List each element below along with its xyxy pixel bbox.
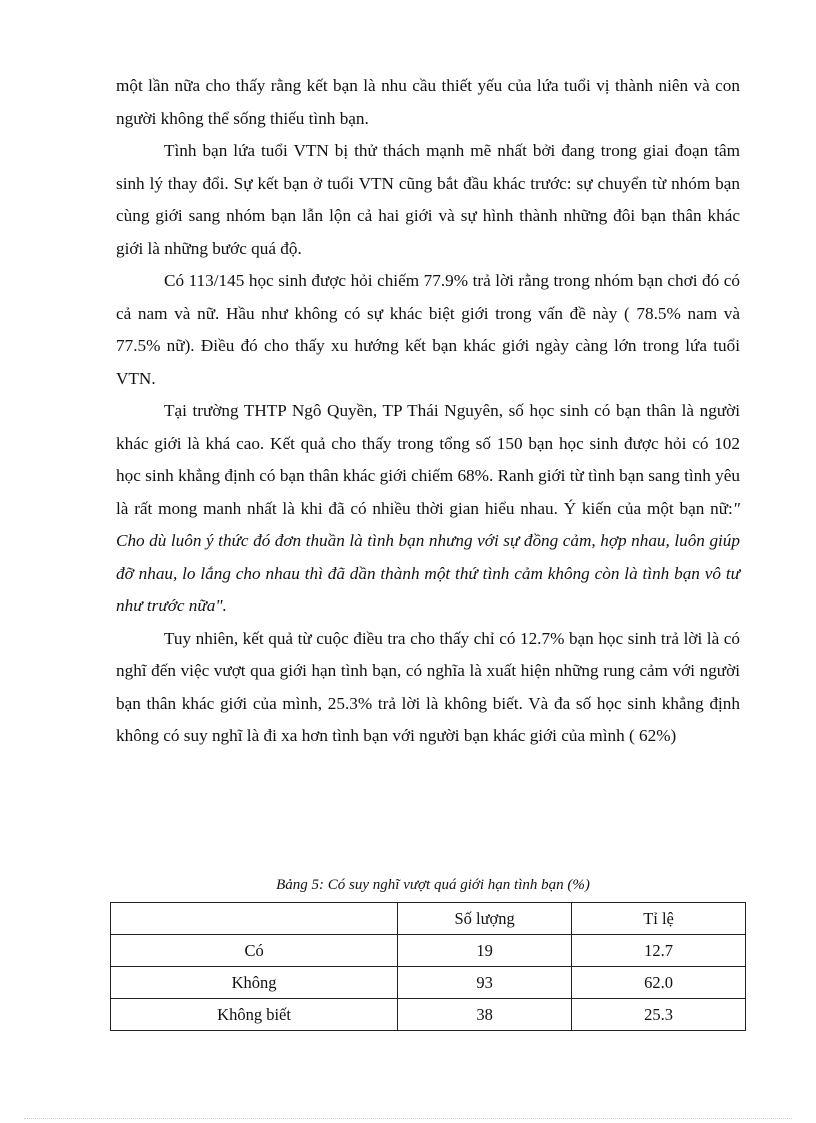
page-bottom-rule [24,1118,792,1119]
table-cell: Không [111,967,398,999]
paragraph-4 [116,395,740,623]
paragraph-3: Có 113/145 học sinh được hỏi chiếm 77.9% trả lời rằng trong nhóm bạn chơi đó có cả nam và nữ. Hầu như không có sự khác biệt giới trong vấn đề này ( 78.5% nam và 77.5% nữ). Điều đó cho thấy xu hướng kết bạn khác giới ngày càng lớn trong lứa tuổi VTN. [116,271,740,388]
paragraph-1: một lần nữa cho thấy rằng kết bạn là nhu cầu thiết yếu của lứa tuổi vị thành niên và con người không thể sống thiếu tình bạn. [116,76,740,128]
table-header-cell [111,903,398,935]
table-row [111,935,746,967]
paragraph-4-text: Tại trường THTP Ngô Quyền, TP Thái Nguyên, số học sinh có bạn thân là người khác giới là khá cao. Kết quả cho thấy trong tổng số 150 bạn học sinh được hỏi có 102 học sinh khẳng định có bạn thân khác giới chiếm 68%. Ranh giới từ tình bạn sang tình yêu là rất mong manh nhất là khi đã có nhiều thời gian hiểu nhau. Ý kiến của một bạn nữ: [116,401,740,518]
table-cell: 25.3 [572,999,746,1031]
paragraph-5: Tuy nhiên, kết quả từ cuộc điều tra cho thấy chỉ có 12.7% bạn học sinh trả lời là có nghĩ đến việc vượt qua giới hạn tình bạn, có nghĩa là xuất hiện những rung cảm với người bạn thân khác giới của mình, 25.3% trả lời là không biết. Và đa số học sinh khẳng định không có suy nghĩ là đi xa hơn tình bạn với người bạn khác giới của mình ( 62%) [116,628,740,745]
table-header-row [111,903,746,935]
table-cell: Có [111,935,398,967]
results-table [110,902,746,1031]
table-cell: Không biết [111,999,398,1031]
table-cell: 93 [398,967,572,999]
table-header-cell: Số lượng [398,903,572,935]
table-row [111,967,746,999]
table-caption: Bảng 5: Có suy nghĩ vượt quá giới hạn tình bạn (%) [276,877,590,893]
paragraph-2: Tình bạn lứa tuổi VTN bị thử thách mạnh mẽ nhất bởi đang trong giai đoạn tâm sinh lý thay đổi. Sự kết bạn ở tuổi VTN cũng bắt đầu khác trước: sự chuyển từ nhóm bạn cùng giới sang nhóm bạn lẫn lộn cả hai giới và sự hình thành những đôi bạn thân khác giới là những bước quá độ. [116,141,740,258]
table-cell: 62.0 [572,967,746,999]
table-cell: 19 [398,935,572,967]
table-row [111,999,746,1031]
paragraph-4-quote: " Cho dù luôn ý thức đó đơn thuần là tình bạn nhưng với sự đồng cảm, hợp nhau, luôn giúp đỡ nhau, lo lắng cho nhau thì đã dần thành một thứ tình cảm không còn là tình bạn vô tư như trước nữa". [116,498,740,615]
document-body [116,70,740,753]
table-cell: 12.7 [572,935,746,967]
table-header-cell: Tỉ lệ [572,903,746,935]
table-cell: 38 [398,999,572,1031]
